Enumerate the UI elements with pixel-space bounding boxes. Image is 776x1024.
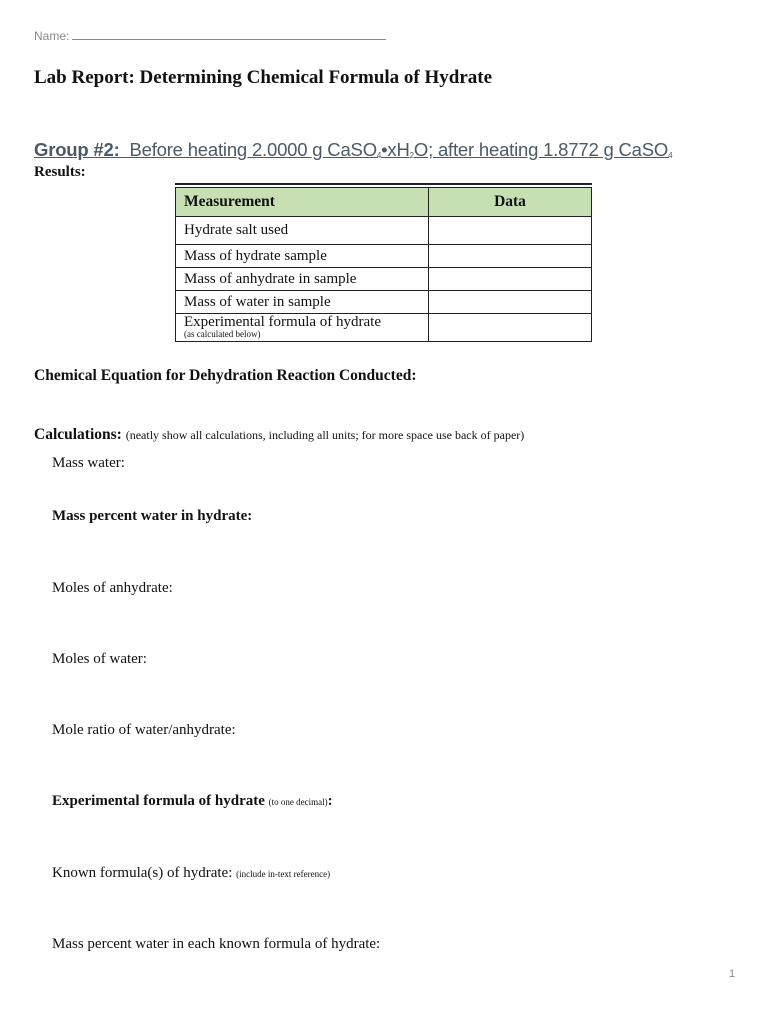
measurement-note: (as calculated below) bbox=[184, 329, 261, 339]
name-label: Name: bbox=[34, 29, 70, 43]
calc-moles-water: Moles of water: bbox=[52, 651, 147, 667]
table-row bbox=[176, 268, 592, 291]
table-row bbox=[176, 314, 592, 342]
group-sub-2: 2 bbox=[409, 151, 414, 160]
measurement-cell: Hydrate salt used bbox=[176, 217, 429, 245]
page-number: 1 bbox=[729, 968, 736, 980]
measurement-cell: Mass of hydrate sample bbox=[176, 245, 429, 268]
table-header-row bbox=[176, 188, 592, 217]
table-row bbox=[176, 291, 592, 314]
experimental-formula-note: (to one decimal) bbox=[268, 797, 328, 807]
known-formula-note: (include in-text reference) bbox=[236, 869, 331, 879]
calculations-note: (neatly show all calculations, including all units; for more space use back of paper) bbox=[125, 428, 525, 442]
group-before-text: Before heating 2.0000 g CaSO bbox=[129, 139, 377, 160]
name-blank-line bbox=[72, 29, 386, 40]
group-dot-text: •xH bbox=[381, 139, 410, 160]
calc-experimental-formula bbox=[52, 793, 333, 810]
data-cell[interactable] bbox=[429, 245, 592, 268]
experimental-formula-label: Experimental formula of hydrate bbox=[52, 793, 265, 809]
header-measurement: Measurement bbox=[176, 188, 429, 217]
data-cell[interactable] bbox=[429, 268, 592, 291]
name-field bbox=[34, 29, 386, 43]
measurement-cell: Mass of water in sample bbox=[176, 291, 429, 314]
group-sub-3: 4 bbox=[668, 151, 673, 160]
table-row bbox=[176, 217, 592, 245]
calc-mass-water: Mass water: bbox=[52, 455, 125, 471]
table-top-rule bbox=[175, 183, 592, 185]
results-table-wrap bbox=[175, 183, 592, 342]
data-cell[interactable] bbox=[429, 314, 592, 342]
data-cell[interactable] bbox=[429, 217, 592, 245]
measurement-cell bbox=[176, 314, 429, 342]
group-description bbox=[34, 139, 672, 161]
group-sub-1: 4 bbox=[376, 151, 382, 160]
table-row bbox=[176, 245, 592, 268]
equation-heading: Chemical Equation for Dehydration Reaction Conducted: bbox=[34, 367, 417, 384]
calc-moles-anhydrate: Moles of anhydrate: bbox=[52, 580, 173, 596]
results-table bbox=[175, 187, 592, 342]
calc-mass-percent-water: Mass percent water in hydrate: bbox=[52, 508, 253, 524]
calc-mass-percent-known: Mass percent water in each known formula of hydrate: bbox=[52, 936, 381, 952]
measurement-cell: Mass of anhydrate in sample bbox=[176, 268, 429, 291]
calc-mole-ratio: Mole ratio of water/anhydrate: bbox=[52, 722, 236, 738]
group-after-text: O; after heating 1.8772 g CaSO bbox=[413, 139, 669, 160]
calc-known-formula bbox=[52, 865, 330, 882]
header-data: Data bbox=[429, 188, 592, 217]
calculations-heading bbox=[34, 426, 524, 444]
known-formula-label: Known formula(s) of hydrate: bbox=[52, 865, 233, 881]
page-title: Lab Report: Determining Chemical Formula of Hydrate bbox=[34, 67, 493, 88]
calculations-label: Calculations: bbox=[34, 426, 122, 443]
experimental-formula-colon: : bbox=[327, 793, 333, 809]
group-label: Group #2: bbox=[34, 139, 120, 160]
measurement-text: Experimental formula of hydrate bbox=[184, 314, 382, 330]
data-cell[interactable] bbox=[429, 291, 592, 314]
results-label: Results: bbox=[34, 164, 86, 180]
